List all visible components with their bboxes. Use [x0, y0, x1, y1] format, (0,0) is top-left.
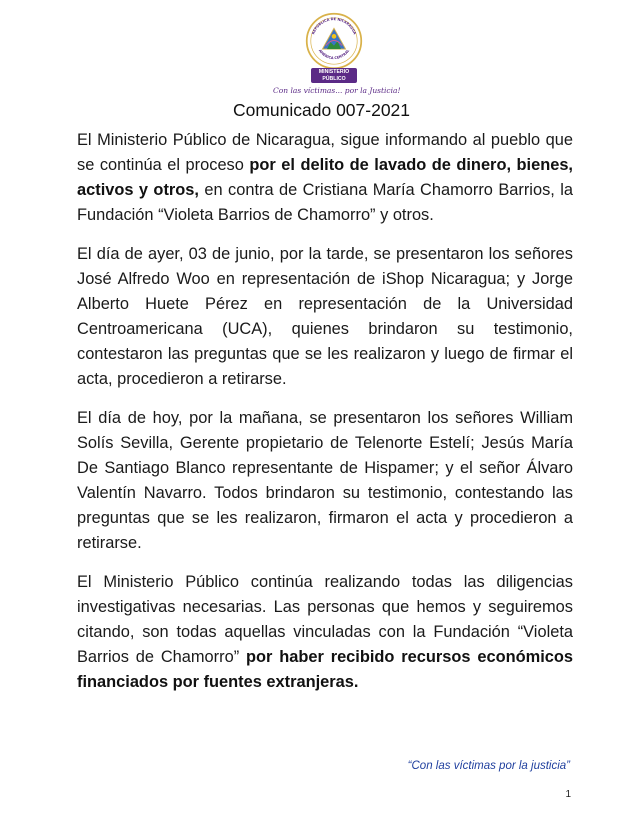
- page-number: 1: [565, 789, 571, 800]
- body-text: El Ministerio Público continúa realizando todas las diligencias investigativas necesarias. Las personas que hemos y seguiremos citando, son todas aquellas vinculadas con la Fundación “Violeta Barrios de Chamorro”: [77, 573, 573, 666]
- ministerio-publico-logo: [273, 12, 401, 96]
- body-text: El día de ayer, 03 de junio, por la tarde, se presentaron los señores José Alfredo Woo en representación de iShop Nicaragua; y Jorge Alberto Huete Pérez en representación de la Universidad Centroamericana (UCA), quienes brindaron su testimonio, contestaron las preguntas que se les realizaron y luego de firmar el acta, procedieron a retirarse.: [77, 245, 573, 388]
- body-text: El Ministerio Público de Nicaragua, sigue informando al pueblo que se continúa el proceso: [77, 131, 573, 174]
- communique-body: [77, 128, 573, 709]
- paragraph-3: [77, 406, 573, 556]
- badge-line-2: PÚBLICO: [322, 75, 346, 82]
- nicaragua-seal-icon: [305, 12, 363, 70]
- paragraph-2: [77, 242, 573, 392]
- body-text: en contra de Cristiana María Chamorro Barrios, la Fundación “Violeta Barrios de Chamorro” y otros.: [77, 181, 573, 224]
- paragraph-1: [77, 128, 573, 228]
- logo-script-slogan: Con las víctimas... por la Justicia!: [273, 86, 401, 95]
- bold-text: por el delito de lavado de dinero, bienes, activos y otros,: [77, 156, 573, 199]
- page-title: Comunicado 007-2021: [232, 100, 411, 120]
- footer-slogan: “Con las víctimas por la justicia”: [407, 760, 570, 772]
- body-text: El día de hoy, por la mañana, se presentaron los señores William Solís Sevilla, Gerente propietario de Telenorte Estelí; Jesús María De Santiago Blanco representante de Hispamer; y el señor Álvaro Valentín Navarro. Todos brindaron su testimonio, contestando las preguntas que se les realizaron, firmaron el acta y procedieron a retirarse.: [77, 409, 573, 552]
- ministerio-publico-badge: [311, 68, 357, 83]
- bold-text: por haber recibido recursos económicos financiados por fuentes extranjeras.: [77, 648, 573, 691]
- badge-line-1: MINISTERIO: [318, 68, 350, 75]
- seal-text-top: REPÚBLICA DE NICARAGUA: [311, 17, 357, 35]
- seal-text-bottom: AMÉRICA CENTRAL: [317, 48, 351, 61]
- paragraph-4: [77, 570, 573, 695]
